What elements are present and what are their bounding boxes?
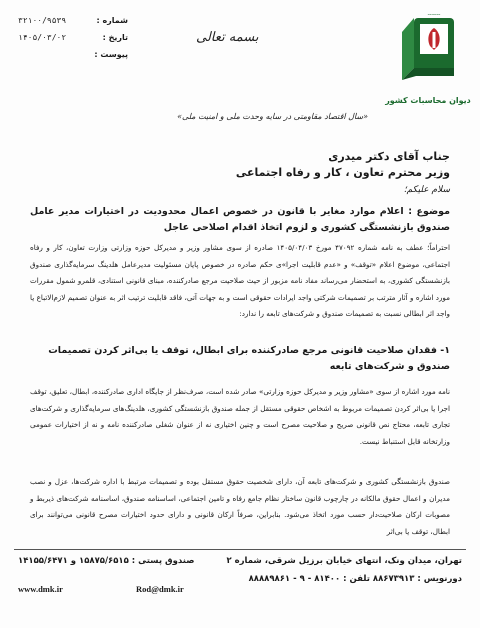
year-slogan: «سال اقتصاد مقاومتی در سایه وحدت ملی و امنیت ملی»	[177, 112, 368, 121]
number-value: ۳۲۱۰۰/۹۵۳۹	[18, 16, 67, 25]
number-row	[18, 12, 128, 29]
date-value: ۱۴۰۵/۰۳/۰۲	[18, 33, 67, 42]
footer-address: تهران، میدان ونک، انتهای خیابان برزیل شرقی، شماره ۲	[226, 556, 462, 566]
footer-phones: دورنویس : ۸۸۶۷۳۹۱۳ تلفن : ۸۱۴۰۰ - ۹ - ۸۸۸۸۹۸۶۱	[248, 574, 462, 584]
paragraph-2: نامه مورد اشاره از سوی «مشاور وزیر و مدیرکل حوزه وزارتی» صادر شده است، صرف‌نظر از جایگاه اداری صادرکننده، ابطال، تعلیق، توقف اجرا یا بی‌اثر کردن تصمیمات مربوط به اشخاص حقوقی مستقل از جمله صندوق بازنشستگی کشوری، هلدینگ‌های سرمایه‌گذاری و شرکت‌های تجاری تابعه، محتاج نص قانونی صریح و صلاحیت مصرح است و چنین اختیاری نه از عنوان شغلی صادرکننده نامه و نه از اختیارات عمومی وزارتخانه قابل استنباط نیست.	[30, 387, 450, 446]
number-label: شماره :	[96, 16, 128, 25]
paragraph-1: احتراماً؛ عطف به نامه شماره ۴۷۰۹۲ مورخ ۱۴۰۵/۰۴/۰۳ صادره از سوی مشاور وزیر و مدیرکل حوزه وزارتی وزارت تعاون، کار و رفاه اجتماعی، موضوع اعلام «توقف» و «عدم قابلیت اجرا»ی حکم صادره در خصوص پایان مسئولیت مدیرعامل هلدینگ سرمایه‌گذاری صندوق بازنشستگی کشوری، به استحضار می‌رساند مفاد نامه مزبور از حیث صلاحیت مرجع صادرکننده، مبنای قانونی استنادی، قلمرو شمول مقررات مورد اشاره و آثار مترتب بر تصمیمات شرکتی واجد ایرادات حقوقی است و به جهات آتی، فاقد قابلیت ترتیب اثر به عنوان تصمیم لازم‌الاتباع یا واجد اثر ابطالی نسبت به تصمیمات صندوق و شرکت‌های تابعه را ندارد:	[30, 243, 451, 318]
court-of-audit-logo	[394, 8, 466, 94]
letter-subject: موضوع : اعلام موارد مغایر با قانون در خصوص اعمال محدودیت در اختیارات مدیر عامل صندوق بازنشستگی کشوری و لزوم اتخاذ اقدام اصلاحی عاجل	[30, 206, 450, 233]
date-label: تاریخ :	[102, 33, 128, 42]
date-row	[18, 29, 128, 46]
greeting: سلام علیکم؛	[403, 185, 450, 195]
addressee-name: جناب آقای دکتر میدری	[328, 150, 450, 163]
basmala: بسمه تعالی	[196, 30, 259, 45]
attachment-row	[18, 46, 128, 63]
paragraph-3: صندوق بازنشستگی کشوری و شرکت‌های تابعه آن، دارای شخصیت حقوق مستقل بوده و تصمیمات مرتبط با اداره شرکت‌ها، عزل و نصب مدیران و اعمال حقوق مالکانه در چارچوب قانون ساختار نظام جامع رفاه و تامین اجتماعی، اساسنامه صندوق، اساسنامه شرکت‌های ذیربط و مصوبات ارکان صلاحیت‌دار حسب مورد اتخاذ می‌شود. بنابراین، صرفاً ارکان قانونی و دارای حدود اختیارات مصرح قانونی می‌توانند برای ابطال، توقف یا بی‌اثر	[30, 477, 450, 536]
addressee-title: وزیر محترم تعاون ، کار و رفاه اجتماعی	[235, 166, 450, 179]
attachment-label: پیوست :	[94, 50, 128, 59]
footer-email[interactable]: Rod@dmk.ir	[136, 584, 184, 594]
footer-postal-box: صندوق پستی : ۱۵۸۷۵/۶۵۱۵ و ۱۴۱۵۵/۶۴۷۱	[18, 556, 195, 566]
svg-text:ⵧⵧⵧ: ⵧⵧⵧ	[427, 10, 441, 18]
footer-website[interactable]: www.dmk.ir	[18, 584, 63, 594]
letter-meta	[18, 12, 128, 63]
section-heading-1: ۱- فقدان صلاحیت قانونی مرجع صادرکننده برای ابطال، توقف یا بی‌اثر کردن تصمیمات صندوق و شرکت‌های تابعه	[48, 345, 450, 372]
footer-divider	[14, 549, 466, 550]
organization-name: دیوان محاسبات کشور	[385, 96, 471, 105]
